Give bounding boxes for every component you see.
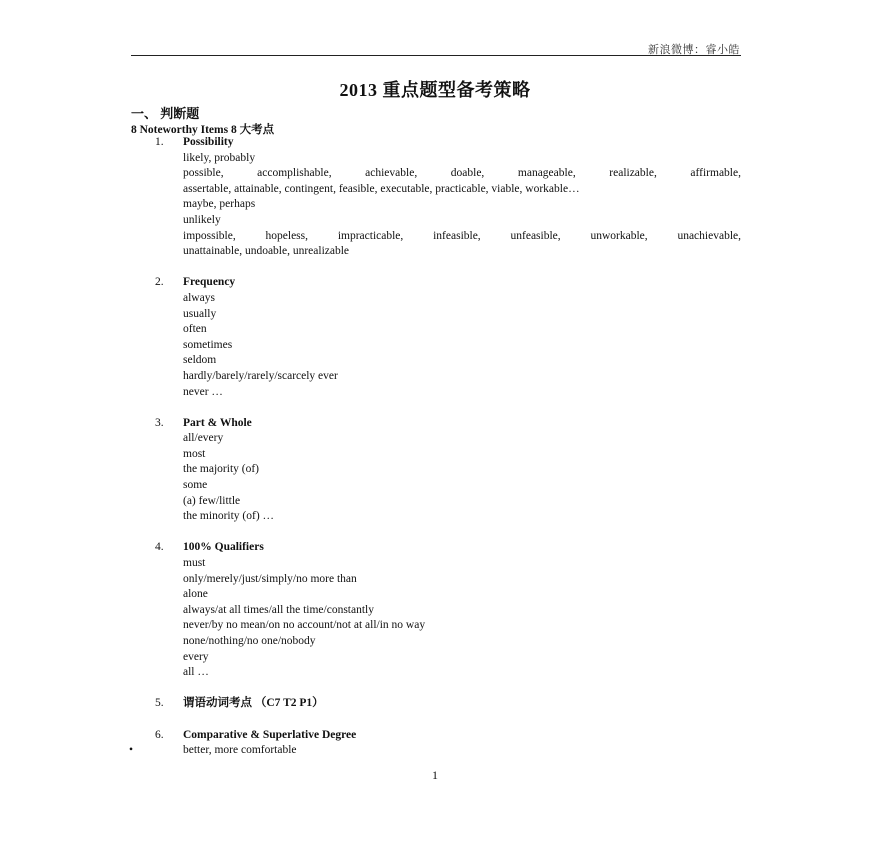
item-line: the majority (of) xyxy=(183,463,260,476)
item-title: Frequency xyxy=(183,276,236,289)
item-title: 谓语动词考点 （C7 T2 P1） xyxy=(183,697,324,710)
item-title: Possibility xyxy=(183,136,234,148)
item-line: assertable, attainable, contingent, feasible, executable, practicable, viable, workable… xyxy=(183,182,580,195)
item-number: 4. xyxy=(155,541,164,554)
item-lines xyxy=(183,556,741,681)
bullet-icon: • xyxy=(129,744,134,757)
list-item xyxy=(155,275,741,400)
section-heading: 一、 判断题 xyxy=(131,106,200,121)
item-lines xyxy=(183,151,741,260)
item-line: impossible, hopeless, impracticable, infeasible, unfeasible, unworkable, unachievable, xyxy=(183,229,741,242)
item-line: never … xyxy=(183,385,223,398)
item-line: every xyxy=(183,650,209,663)
item-line: none/nothing/no one/nobody xyxy=(183,635,316,647)
document-body xyxy=(129,135,741,774)
item-line: sometimes xyxy=(183,338,233,351)
section-subheading: 8 Noteworthy Items 8 大考点 xyxy=(131,124,275,136)
item-lines xyxy=(183,291,741,400)
list-item xyxy=(155,416,741,525)
item-heading xyxy=(155,275,741,291)
bullet-text: better, more comfortable xyxy=(183,744,297,757)
item-title: Comparative & Superlative Degree xyxy=(183,728,357,741)
item-line: possible, accomplishable, achievable, doable, manageable, realizable, affirmable, xyxy=(183,167,741,180)
item-heading xyxy=(155,540,741,556)
item-title: Part & Whole xyxy=(183,416,252,429)
item-title: 100% Qualifiers xyxy=(183,541,264,554)
item-line: the minority (of) … xyxy=(183,510,275,523)
item-number: 6. xyxy=(155,728,164,741)
item-line: hardly/barely/rarely/scarcely ever xyxy=(183,369,338,382)
item-line: all/every xyxy=(183,432,224,445)
item-line: alone xyxy=(183,588,208,601)
item-line: unlikely xyxy=(183,213,221,226)
item-line: never/by no mean/on no account/not at all/in no way xyxy=(183,619,426,632)
list-item xyxy=(155,696,741,712)
item-number: 5. xyxy=(155,697,164,710)
item-lines xyxy=(183,431,741,525)
list-item xyxy=(155,540,741,680)
bullet-row xyxy=(127,743,741,759)
item-number: 1. xyxy=(155,136,164,148)
item-line: some xyxy=(183,479,208,492)
item-number: 2. xyxy=(155,276,164,289)
item-heading xyxy=(155,416,741,432)
list-item xyxy=(129,728,741,759)
list-item xyxy=(155,135,741,260)
item-line: often xyxy=(183,323,207,336)
header-rule xyxy=(131,55,741,56)
item-line: always/at all times/all the time/constantly xyxy=(183,603,374,616)
item-heading xyxy=(155,728,741,744)
item-line: only/merely/just/simply/no more than xyxy=(183,572,357,585)
document-title: 2013 重点题型备考策略 xyxy=(339,80,531,100)
item-heading xyxy=(155,135,741,151)
item-line: (a) few/little xyxy=(183,494,241,507)
item-line: all … xyxy=(183,666,209,679)
item-line: unattainable, undoable, unrealizable xyxy=(183,245,350,258)
item-line: must xyxy=(183,557,206,570)
item-line: always xyxy=(183,291,215,304)
item-line: usually xyxy=(183,307,217,320)
item-line: likely, probably xyxy=(183,151,256,164)
item-line: seldom xyxy=(183,354,217,367)
item-line: maybe, perhaps xyxy=(183,198,256,211)
item-number: 3. xyxy=(155,416,164,429)
item-line: most xyxy=(183,447,206,460)
item-heading xyxy=(155,696,741,712)
header-credit: 新浪微博：睿小皓 xyxy=(648,44,740,56)
page-number: 1 xyxy=(432,768,438,782)
